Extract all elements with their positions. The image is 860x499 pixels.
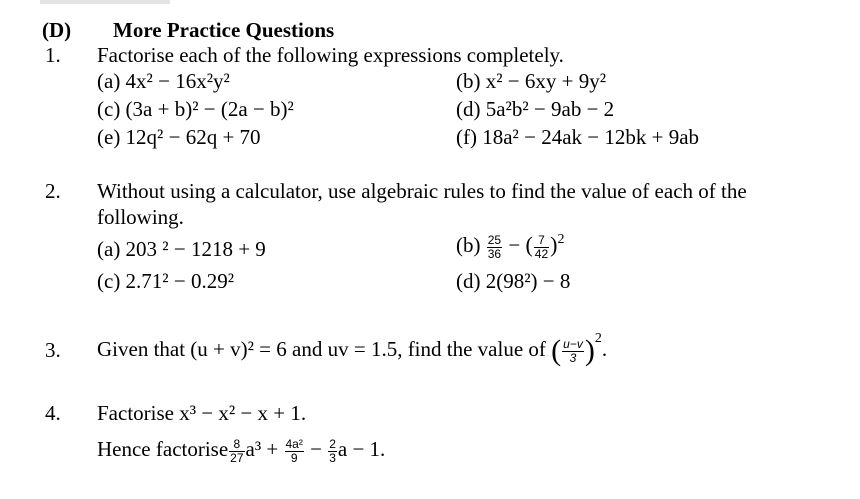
fraction-denominator: 42 <box>534 246 549 261</box>
exponent: 2 <box>594 331 602 346</box>
section-title: More Practice Questions <box>113 18 335 42</box>
exponent: 2 <box>557 232 565 247</box>
question-1d: (d) 5a²b² − 9ab − 2 <box>456 97 615 121</box>
fraction-denominator: 36 <box>487 246 502 261</box>
fraction-8-27 <box>229 438 244 465</box>
question-2-number: 2. <box>45 179 61 203</box>
fraction-denominator: 9 <box>285 451 304 465</box>
question-1-number: 1. <box>45 43 61 67</box>
minus-sign: − <box>310 437 322 461</box>
fraction-denominator: 3 <box>562 351 584 365</box>
fraction-numerator: 4a² <box>285 436 303 451</box>
question-4-number: 4. <box>45 401 61 425</box>
fraction-numerator: 8 <box>233 436 241 451</box>
question-3-text: Given that (u + v)² = 6 and uv = 1.5, find the value of <box>97 337 546 361</box>
fraction-denominator: 3 <box>329 450 336 465</box>
question-2d: (d) 2(98²) − 8 <box>456 269 571 293</box>
question-1a: (a) 4x² − 16x²y² <box>97 69 230 93</box>
fraction-u-minus-v-over-3 <box>562 338 584 365</box>
question-4-line1: Factorise x³ − x² − x + 1. <box>97 401 307 425</box>
open-paren: ( <box>551 334 562 368</box>
question-3 <box>97 329 607 369</box>
close-paren: ) <box>584 334 595 368</box>
question-4-line2 <box>97 431 385 467</box>
top-rule <box>40 0 170 4</box>
question-2b <box>456 232 564 261</box>
section-label: (D) <box>42 18 72 42</box>
fraction-numerator: u−v <box>563 336 583 351</box>
question-3-number: 3. <box>45 338 61 362</box>
fraction-4a2-9 <box>285 438 304 465</box>
fraction-25-36 <box>487 234 502 261</box>
fraction-2-3 <box>328 438 337 465</box>
question-1-prompt: Factorise each of the following expressions completely. <box>97 43 564 67</box>
open-paren: ( <box>525 232 533 257</box>
fraction-numerator: 2 <box>329 436 336 451</box>
question-4-line2-text: Hence factorise <box>97 437 229 461</box>
question-1b: (b) x² − 6xy + 9y² <box>456 69 607 93</box>
question-2a: (a) 203 ² − 1218 + 9 <box>97 237 266 261</box>
question-1e: (e) 12q² − 62q + 70 <box>97 125 261 149</box>
term-a-minus-1: a − 1. <box>337 437 386 461</box>
question-2-prompt-line1: Without using a calculator, use algebraic rules to find the value of each of the <box>97 179 747 203</box>
fraction-denominator: 27 <box>230 450 244 465</box>
question-2b-label: (b) <box>456 233 481 257</box>
fraction-numerator: 25 <box>487 232 502 247</box>
question-1c: (c) (3a + b)² − (2a − b)² <box>97 97 294 121</box>
question-2-prompt-line2: following. <box>97 205 184 229</box>
close-paren: ) <box>550 232 558 257</box>
term-a-cubed: a³ + <box>245 437 279 461</box>
question-1f: (f) 18a² − 24ak − 12bk + 9ab <box>456 125 700 149</box>
fraction-numerator: 7 <box>538 232 545 247</box>
period: . <box>601 337 608 361</box>
minus-sign: − <box>508 233 521 257</box>
fraction-7-42 <box>534 234 549 261</box>
question-2c: (c) 2.71² − 0.29² <box>97 269 234 293</box>
